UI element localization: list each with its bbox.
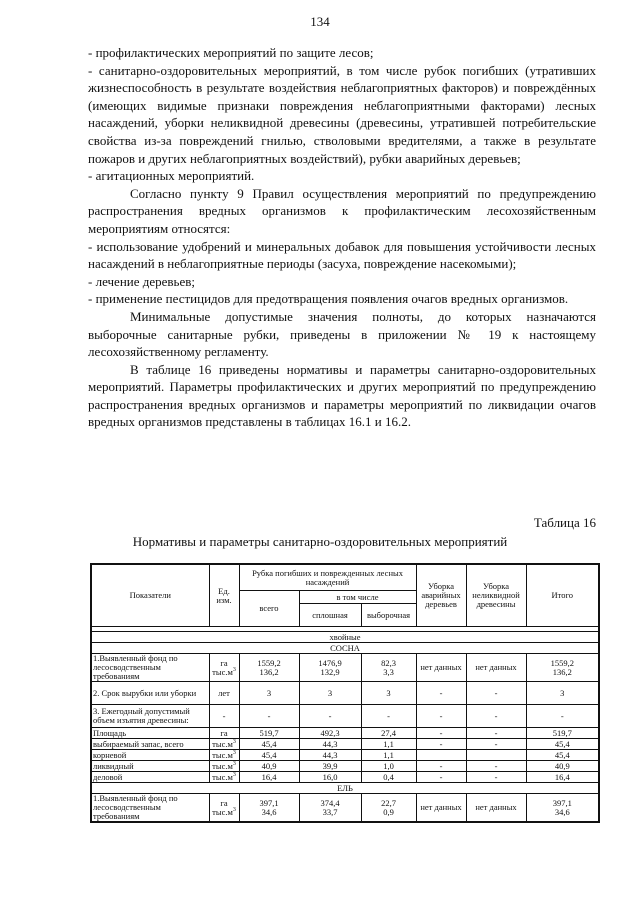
header-felling: Рубка погибших и поврежденных лесных насаждений (239, 564, 416, 591)
cell-total: 1559,2 136,2 (239, 654, 299, 682)
cell-clear: 1476,9 132,9 (299, 654, 361, 682)
cell-hazard: - (416, 705, 466, 728)
row-unit: $тыс.м^3$ (209, 761, 239, 772)
section-row: ЕЛЬ (91, 783, 599, 794)
header-including: в том числе (299, 591, 416, 604)
cell-hazard: - (416, 728, 466, 739)
cell-nonliquid: - (466, 761, 526, 772)
table-label: Таблица 16 (533, 515, 596, 530)
cell-clear: 3 (299, 682, 361, 705)
cell-hazard: - (416, 682, 466, 705)
cell-selective: - (361, 705, 416, 728)
row-label: 2. Срок вырубки или уборки (91, 682, 209, 705)
row-unit: га (209, 728, 239, 739)
paragraph: Минимальные допустимые значения полноты, до которых назначаются выборочные санитарные рубки, приведены в приложении № 19 к настоящему лесохозяйственному регламенту. (88, 308, 596, 360)
cell-grand: 45,4 (526, 750, 599, 761)
cell-nonliquid: нет данных (466, 794, 526, 823)
cell-selective: 3 (361, 682, 416, 705)
page-number: 134 (310, 14, 330, 29)
cell-hazard: - (416, 739, 466, 750)
cell-hazard: - (416, 761, 466, 772)
cell-clear: 44,3 (299, 739, 361, 750)
header-clear-felling: сплошная (299, 604, 361, 627)
cell-hazard: - (416, 772, 466, 783)
cell-hazard: нет данных (416, 794, 466, 823)
cell-clear: - (299, 705, 361, 728)
row-label: 1.Выявленный фонд по лесосводственным требованиям (91, 794, 209, 823)
cell-selective: 1,1 (361, 739, 416, 750)
cell-grand: 40,9 (526, 761, 599, 772)
body-text (88, 44, 596, 431)
header-all: всего (239, 591, 299, 627)
header-total: Итого (526, 564, 599, 627)
table-row (91, 772, 599, 783)
cell-selective: 27,4 (361, 728, 416, 739)
paragraph: Согласно пункту 9 Правил осуществления мероприятий по предупреждению распространения вредных организмов к профилактическим лесохозяйственным мероприятиям относятся: (88, 185, 596, 236)
paragraph: - санитарно-оздоровительных мероприятий, в том числе рубок погибших (утративших жизнеспособность в результате воздействия неблагоприятных факторов) и повреждённых (имеющих видимые признаки повреждения неблагоприятными факторами) лесных насаждений, уборки неликвидной древесины (древесины, утратившей потребительские свойства из-за повреждений гнилью, стволовыми вредителями, а также в результате пожаров и других неблагоприятных воздействий), рубки аварийных деревьев; (88, 62, 596, 166)
cell-nonliquid: нет данных (466, 654, 526, 682)
row-unit: $тыс.м^3$ (209, 739, 239, 750)
cell-total: 3 (239, 682, 299, 705)
paragraph: - использование удобрений и минеральных добавок для повышения устойчивости лесных насаждений в неблагоприятные периоды (засуха, повреждение насекомыми); (88, 238, 596, 272)
cell-selective: 0,4 (361, 772, 416, 783)
paragraph: В таблице 16 приведены нормативы и параметры санитарно-оздоровительных мероприятий. Параметры профилактических и других мероприятий по предупреждению распространения вредных организмов и параметры мероприятий по ликвидации очагов вредных организмов представлены в таблицах 16.1 и 16.2. (88, 361, 596, 430)
section-row: СОСНА (91, 643, 599, 654)
header-selective-felling: выборочная (361, 604, 416, 627)
group-row: хвойные (91, 632, 599, 643)
cell-selective: 1,1 (361, 750, 416, 761)
table-row (91, 682, 599, 705)
header-nonliquid-wood: Уборка неликвидной древесины (466, 564, 526, 627)
row-label: корневой (91, 750, 209, 761)
cell-clear: 492,3 (299, 728, 361, 739)
row-unit: - (209, 705, 239, 728)
norms-table (90, 563, 600, 823)
row-unit: $тыс.м^3$ (209, 750, 239, 761)
table-row (91, 705, 599, 728)
row-unit: га $тыс.м^3$ (209, 794, 239, 823)
cell-total: 519,7 (239, 728, 299, 739)
cell-total: 45,4 (239, 739, 299, 750)
cell-hazard (416, 750, 466, 761)
row-label: 3. Ежегодный допустимый объем изъятия древесины: (91, 705, 209, 728)
cell-grand: 519,7 (526, 728, 599, 739)
cell-hazard: нет данных (416, 654, 466, 682)
row-label: ликвидный (91, 761, 209, 772)
cell-total: 45,4 (239, 750, 299, 761)
header-unit: Ед. изм. (209, 564, 239, 627)
table-title: Нормативы и параметры санитарно-оздоровительных мероприятий (132, 534, 508, 549)
row-label: деловой (91, 772, 209, 783)
row-label: выбираемый запас, всего (91, 739, 209, 750)
cell-nonliquid: - (466, 728, 526, 739)
row-unit: лет (209, 682, 239, 705)
cell-grand: - (526, 705, 599, 728)
paragraph: - агитационных мероприятий. (88, 168, 255, 184)
table-row (91, 761, 599, 772)
table-row (91, 794, 599, 823)
cell-clear: 374,4 33,7 (299, 794, 361, 823)
table-row (91, 739, 599, 750)
table-row (91, 728, 599, 739)
cell-clear: 16,0 (299, 772, 361, 783)
cell-grand: 397,1 34,6 (526, 794, 599, 823)
cell-grand: 3 (526, 682, 599, 705)
cell-nonliquid: - (466, 772, 526, 783)
header-indicators: Показатели (91, 564, 209, 627)
cell-total: 40,9 (239, 761, 299, 772)
cell-grand: 1559,2 136,2 (526, 654, 599, 682)
cell-selective: 22,7 0,9 (361, 794, 416, 823)
paragraph: - профилактических мероприятий по защите лесов; (88, 45, 374, 60)
cell-nonliquid: - (466, 739, 526, 750)
paragraph: - лечение деревьев; (88, 273, 195, 289)
row-unit: га $тыс.м^3$ (209, 654, 239, 682)
cell-nonliquid: - (466, 682, 526, 705)
table-row (91, 654, 599, 682)
paragraph: - применение пестицидов для предотвращения появления очагов вредных организмов. (88, 291, 569, 307)
cell-total: 397,1 34,6 (239, 794, 299, 823)
cell-clear: 44,3 (299, 750, 361, 761)
cell-nonliquid: - (466, 705, 526, 728)
table-row (91, 750, 599, 761)
row-label: Площадь (91, 728, 209, 739)
cell-grand: 16,4 (526, 772, 599, 783)
cell-grand: 45,4 (526, 739, 599, 750)
cell-total: - (239, 705, 299, 728)
cell-selective: 82,3 3,3 (361, 654, 416, 682)
cell-nonliquid (466, 750, 526, 761)
cell-total: 16,4 (239, 772, 299, 783)
cell-selective: 1,0 (361, 761, 416, 772)
row-label: 1.Выявленный фонд по лесосводственным требованиям (91, 654, 209, 682)
cell-clear: 39,9 (299, 761, 361, 772)
header-hazard-trees: Уборка аварийных деревьев (416, 564, 466, 627)
row-unit: $тыс.м^3$ (209, 772, 239, 783)
